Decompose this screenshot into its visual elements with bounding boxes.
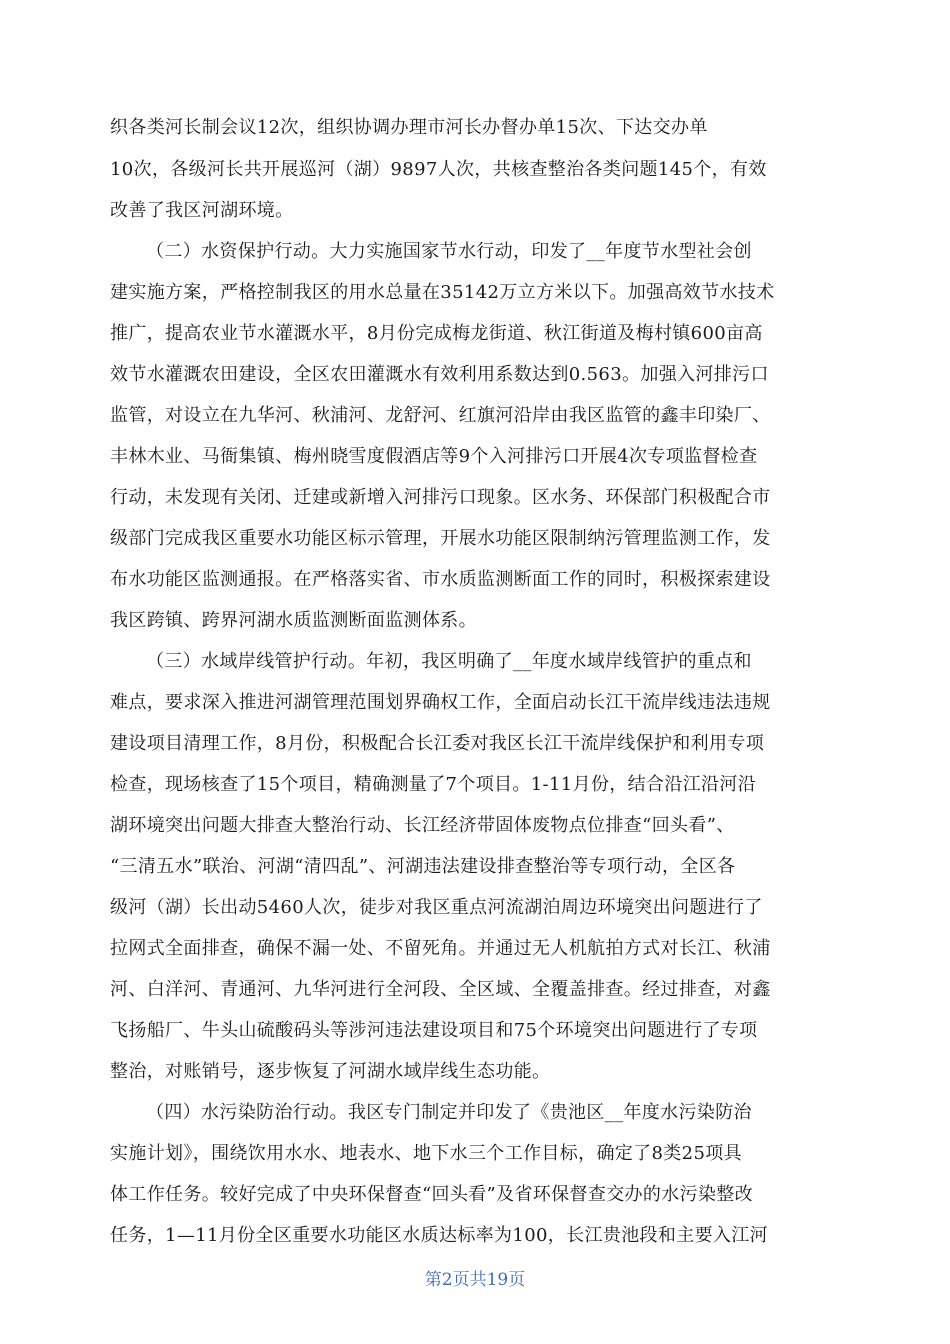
paragraph-start-line: （二）水资保护行动。大力实施国家节水行动，印发了__年度节水型社会创 [146,241,752,262]
text-line: 建实施方案，严格控制我区的用水总量在35142万立方米以下。加强高效节水技术 [110,282,775,303]
text-line: 10次，各级河长共开展巡河（湖）9897人次，共核查整治各类问题145个，有效 [110,159,767,180]
text-line: 推广，提高农业节水灌溉水平，8月份完成梅龙街道、秋江街道及梅村镇600亩高 [110,323,763,344]
text-line: 级部门完成我区重要水功能区标示管理，开展水功能区限制纳污管理监测工作，发 [110,528,771,549]
paragraph-start-line: （三）水域岸线管护行动。年初，我区明确了__年度水域岸线管护的重点和 [146,651,752,672]
text-line: 建设项目清理工作，8月份，积极配合长江委对我区长江干流岸线保护和利用专项 [110,733,765,754]
text-line: 检查，现场核查了15个项目，精确测量了7个项目。1-11月份，结合沿江沿河沿 [110,774,757,795]
page-number-footer: 第2页共19页 [424,1270,526,1290]
text-line: 织各类河长制会议12次，组织协调办理市河长办督办单15次、下达交办单 [110,117,708,138]
text-line: 整治，对账销号，逐步恢复了河湖水域岸线生态功能。 [110,1061,551,1082]
text-line: 效节水灌溉农田建设，全区农田灌溉水有效利用系数达到0.563。加强入河排污口 [110,364,769,385]
text-line: “三清五水”联治、河湖“清四乱”、河湖违法建设排查整治等专项行动，全区各 [110,856,736,877]
text-line: 难点，要求深入推进河湖管理范围划界确权工作，全面启动长江干流岸线违法违规 [110,692,771,713]
text-line: 任务，1—11月份全区重要水功能区水质达标率为100，长江贵池段和主要入江河 [110,1225,769,1246]
text-line: 布水功能区监测通报。在严格落实省、市水质监测断面工作的同时，积极探索建设 [110,569,771,590]
text-line: 丰林木业、马衙集镇、梅州晓雪度假酒店等9个入河排污口开展4次专项监督检查 [110,446,758,467]
text-line: 实施计划》，围绕饮用水水、地表水、地下水三个工作目标，确定了8类25项具 [110,1143,742,1164]
text-line: 湖环境突出问题大排查大整治行动、长江经济带固体废物点位排查“回头看”、 [110,815,735,836]
text-line: 我区跨镇、跨界河湖水质监测断面监测体系。 [110,610,477,631]
text-line: 监管，对设立在九华河、秋浦河、龙舒河、红旗河沿岸由我区监管的鑫丰印染厂、 [110,405,771,426]
text-line: 改善了我区河湖环境。 [110,200,294,221]
text-line: 行动，未发现有关闭、迁建或新增入河排污口现象。区水务、环保部门积极配合市 [110,487,771,508]
text-line: 飞扬船厂、牛头山硫酸码头等涉河违法建设项目和75个环境突出问题进行了专项 [110,1020,758,1041]
paragraph-start-line: （四）水污染防治行动。我区专门制定并印发了《贵池区__年度水污染防治 [146,1102,752,1123]
text-line: 河、白洋河、青通河、九华河进行全河段、全区域、全覆盖排查。经过排查，对鑫 [110,979,771,1000]
text-line: 体工作任务。较好完成了中央环保督查“回头看”及省环保督查交办的水污染整改 [110,1184,754,1205]
text-line: 拉网式全面排查，确保不漏一处、不留死角。并通过无人机航拍方式对长江、秋浦 [110,938,771,959]
text-line: 级河（湖）长出动5460人次，徒步对我区重点河流湖泊周边环境突出问题进行了 [110,897,763,918]
